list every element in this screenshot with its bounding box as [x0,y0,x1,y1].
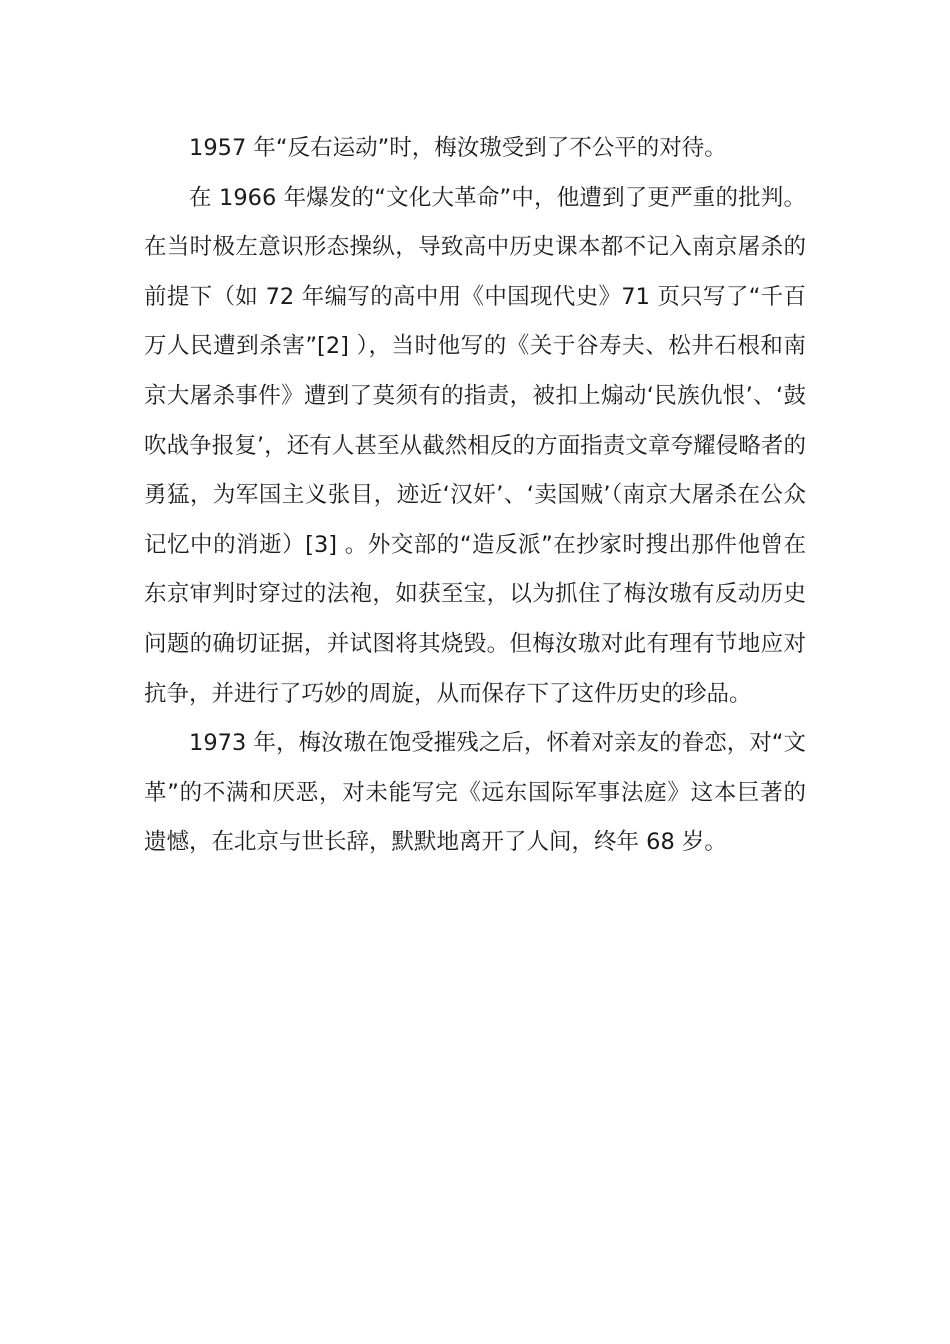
body-text [144,124,806,868]
paragraph-1957: 1957 年“反右运动”时，梅汝璈受到了不公平的对待。 [189,135,727,161]
paragraph-1966: 在 1966 年爆发的“文化大革命”中，他遭到了更严重的批判。在当时极左意识形态操纵，导致高中历史课本都不记入南京屠杀的前提下（如 72 年编写的高中用《中国现代史》71 页只写了“千百万人民遭到杀害”[2] ），当时他写的《关于谷寿夫、松井石根和南京大屠杀事件》遭到了莫须有的指责，被扣上煽动‘民族仇恨’、‘鼓吹战争报复’，还有人甚至从截然相反的方面指责文章夸耀侵略者的勇猛，为军国主义张目，迹近‘汉奸’、‘卖国贼’（南京大屠杀在公众记忆中的消逝）[3] 。外交部的“造反派”在抄家时搜出那件他曾在东京审判时穿过的法袍，如获至宝，以为抓住了梅汝璈有反动历史问题的确切证据，并试图将其烧毁。但梅汝璈对此有理有节地应对抗争，并进行了巧妙的周旋，从而保存下了这件历史的珍品。 [144,184,806,707]
paragraph-1973: 1973 年，梅汝璈在饱受摧残之后，怀着对亲友的眷恋，对“文革”的不满和厌恶，对未能写完《远东国际军事法庭》这本巨著的遗憾，在北京与世长辞，默默地离开了人间，终年 68 岁。 [144,730,806,856]
